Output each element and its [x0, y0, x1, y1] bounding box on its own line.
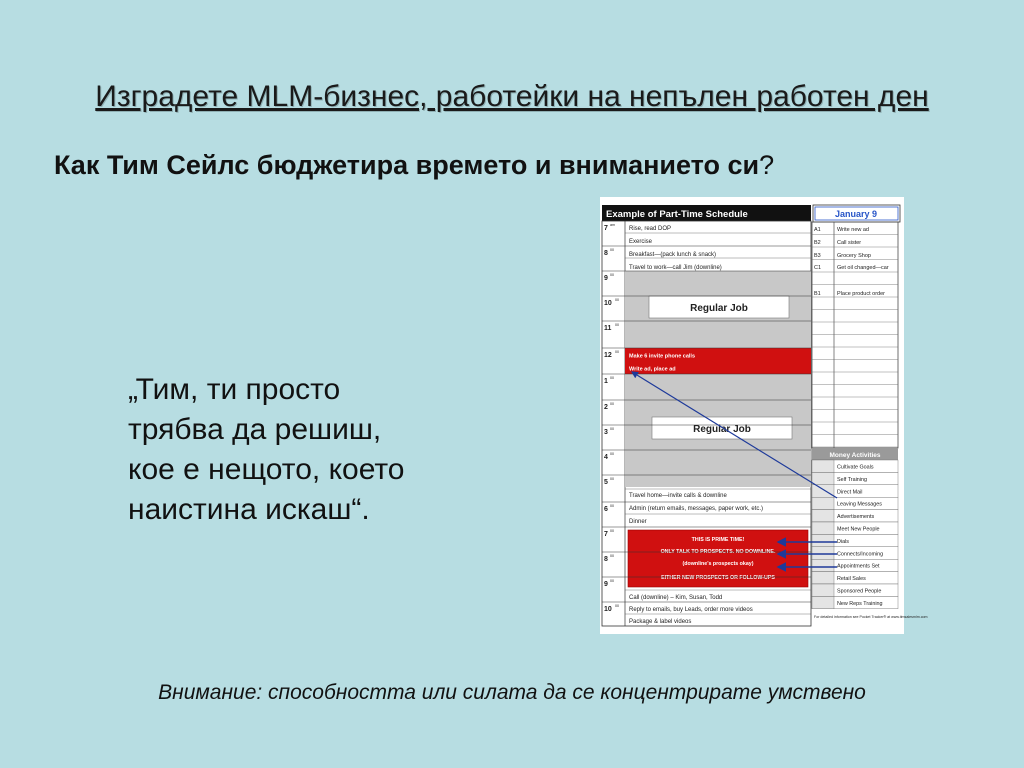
money-checkbox	[812, 547, 834, 559]
subtitle-text: Как Тим Сейлс бюджетира времето и вниманието си	[54, 150, 760, 180]
bottom-note: Внимание: способността или силата да се концентрирате умствено	[158, 681, 866, 704]
money-activity-label: Cultivate Goals	[837, 464, 874, 471]
prime-text-4: EITHER NEW PROSPECTS OR FOLLOW-UPS	[661, 575, 775, 581]
hour-label: 9	[604, 581, 608, 588]
prime-text-1: THIS IS PRIME TIME!	[691, 537, 745, 543]
money-activity-label: Appointments Set	[837, 563, 880, 570]
slide-title: Изградете MLM-бизнес, работейки на непълен работен ден	[95, 80, 929, 113]
money-activity-label: New Reps Training	[837, 600, 883, 607]
hour-label: 10	[604, 606, 612, 613]
date-label: January 9	[834, 209, 878, 219]
regular-job-label-1: Regular Job	[690, 303, 748, 314]
hour-label: 11	[604, 325, 612, 332]
schedule-drawing	[600, 197, 928, 634]
money-activity-label: Dials	[837, 538, 849, 545]
late-text-2: Reply to emails, buy Leads, order more videos	[629, 607, 753, 613]
late-text-3: Package & label videos	[629, 619, 692, 625]
task-code: B3	[814, 253, 821, 259]
hour-label: 9	[604, 275, 608, 282]
money-checkbox	[812, 572, 834, 584]
task-text: Place product order	[837, 291, 885, 297]
hour-minute-label: am	[610, 223, 615, 227]
hour-label: 2	[604, 404, 608, 411]
task-code: C1	[814, 265, 822, 271]
task-code: B1	[814, 291, 821, 297]
evening-text-1: Travel home—invite calls & downline	[629, 493, 727, 499]
task-code: A1	[814, 227, 821, 233]
money-activity-rows	[812, 460, 898, 609]
task-text: Grocery Shop	[837, 253, 871, 259]
hour-label: 8	[604, 250, 608, 257]
money-activity-label: Sponsored People	[837, 588, 882, 595]
morning-text-4: Travel to work—call Jim (downline)	[629, 265, 722, 271]
late-text-1: Call (downline) – Kim, Susan, Todd	[629, 595, 723, 601]
hour-minute-label: 00	[610, 529, 614, 533]
money-activity-label: Direct Mail	[837, 489, 863, 496]
quote-line: кое е нещото, което	[128, 453, 405, 486]
money-activity-label: Meet New People	[837, 526, 880, 533]
quote-line: „Тим, ти просто	[128, 373, 341, 406]
hour-minute-label: 00	[610, 248, 614, 252]
money-activity-label: Leaving Messages	[837, 501, 882, 508]
task-text: Get oil changed—car	[837, 265, 889, 271]
hour-label: 1	[604, 378, 608, 385]
prime-text-3: (downline's prospects okay)	[682, 561, 754, 567]
hour-label: 10	[604, 300, 612, 307]
money-activity-label: Connects/Incoming	[837, 551, 884, 558]
morning-text-1: Rise, read DOP	[629, 226, 672, 232]
hour-minute-label: 00	[610, 477, 614, 481]
hour-minute-label: 00	[610, 504, 614, 508]
hour-minute-label: 00	[610, 402, 614, 406]
hour-label: 7	[604, 531, 608, 538]
money-checkbox	[812, 460, 834, 472]
quote-line: трябва да решиш,	[128, 413, 382, 446]
hour-label: 12	[604, 352, 612, 359]
hour-label: 7	[604, 225, 608, 232]
evening-text-3: Dinner	[629, 519, 647, 525]
hour-minute-label: 00	[610, 427, 614, 431]
hour-label: 6	[604, 506, 608, 513]
slide-subtitle	[54, 150, 774, 181]
money-checkbox	[812, 534, 834, 546]
hour-label: 5	[604, 479, 608, 486]
task-text: Write new ad	[837, 227, 869, 233]
task-code: B2	[814, 240, 821, 246]
hour-minute-label: 00	[615, 350, 619, 354]
money-checkbox	[812, 485, 834, 497]
quote-line: наистина искаш“.	[128, 493, 370, 526]
money-checkbox	[812, 559, 834, 571]
hour-label: 4	[604, 454, 608, 461]
hour-minute-label: 00	[610, 452, 614, 456]
money-activity-label: Advertisements	[837, 514, 875, 521]
hour-label: 3	[604, 429, 608, 436]
hour-minute-label: 00	[610, 554, 614, 558]
hour-label: 8	[604, 556, 608, 563]
morning-text-3: Breakfast—(pack lunch & snack)	[629, 252, 717, 258]
regular-job-label-2: Regular Job	[693, 424, 751, 435]
money-activity-label: Retail Sales	[837, 576, 866, 583]
money-checkbox	[812, 522, 834, 534]
prime-text-2: ONLY TALK TO PROSPECTS. NO DOWNLINE.	[660, 549, 776, 555]
money-checkbox	[812, 596, 834, 608]
money-checkbox	[812, 510, 834, 522]
money-checkbox	[812, 584, 834, 596]
hour-minute-label: 00	[615, 323, 619, 327]
evening-text-2: Admin (return emails, messages, paper work, etc.)	[629, 506, 764, 512]
footnote: For detailed information see Pocket Tracker® at www.timsalesmlm.com	[814, 615, 928, 619]
money-header-text: Money Activities	[829, 452, 881, 459]
money-checkbox	[812, 472, 834, 484]
money-activity-label: Self Training	[837, 476, 867, 483]
hour-minute-label: 00	[610, 376, 614, 380]
hour-minute-label: 00	[615, 604, 619, 608]
schedule-header-text: Example of Part-Time Schedule	[606, 209, 748, 220]
task-text: Call sister	[837, 240, 862, 246]
money-checkbox	[812, 497, 834, 509]
hour-minute-label: 00	[610, 273, 614, 277]
quote-block	[128, 370, 488, 530]
hour-minute-label: 00	[610, 579, 614, 583]
morning-text-2: Exercise	[629, 239, 653, 245]
subtitle-question-mark: ?	[759, 150, 775, 180]
schedule-image	[600, 197, 928, 634]
noon-text-1: Make 6 invite phone calls	[629, 353, 696, 360]
hour-minute-label: 00	[615, 298, 619, 302]
noon-text-2: Write ad, place ad	[629, 366, 676, 373]
